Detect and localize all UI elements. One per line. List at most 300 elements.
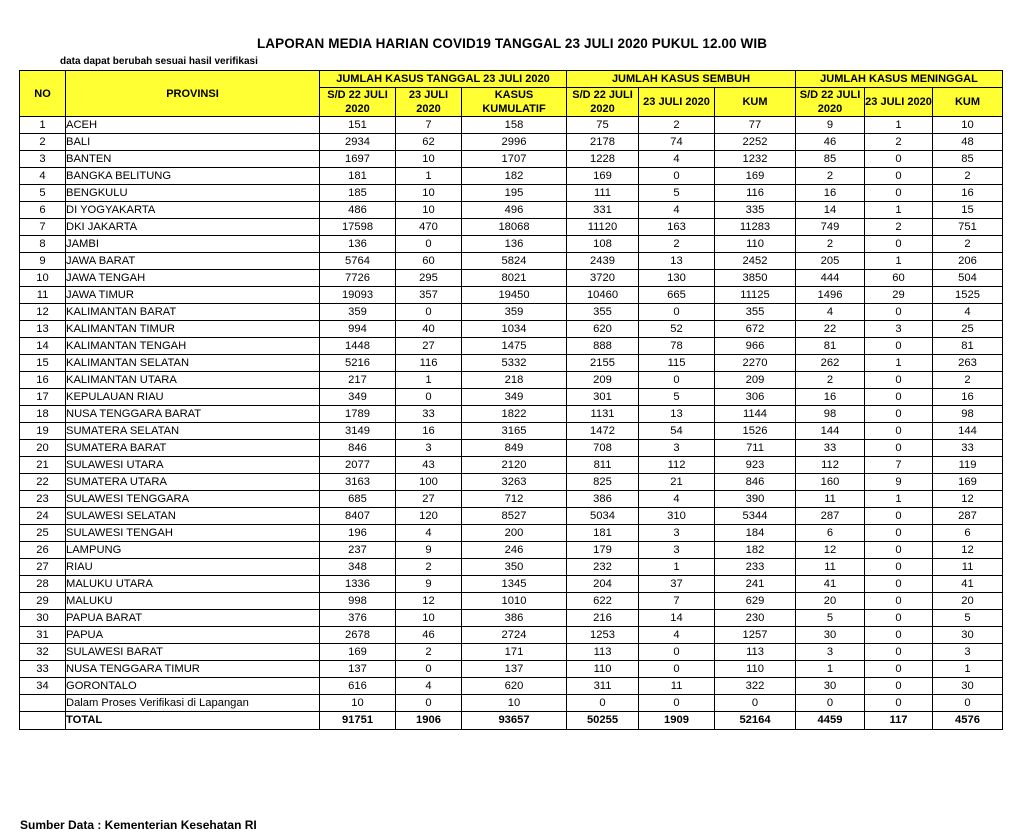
row-sembuh-sd22: 10460 bbox=[567, 287, 639, 304]
row-meninggal-kum: 11 bbox=[933, 559, 1003, 576]
row-meninggal-kum: 81 bbox=[933, 338, 1003, 355]
row-sembuh-kum: 116 bbox=[715, 185, 796, 202]
row-provinsi: SULAWESI TENGAH bbox=[66, 525, 320, 542]
row-kasus-sd22: 616 bbox=[320, 678, 396, 695]
row-meninggal-23: 2 bbox=[865, 134, 933, 151]
row-sembuh-kum: 629 bbox=[715, 593, 796, 610]
row-kasus-sd22: 196 bbox=[320, 525, 396, 542]
row-kasus-23: 2 bbox=[396, 559, 462, 576]
row-kasus-kumulatif: 2996 bbox=[462, 134, 567, 151]
row-meninggal-sd22: 30 bbox=[796, 627, 865, 644]
row-kasus-sd22: 486 bbox=[320, 202, 396, 219]
row-meninggal-sd22: 11 bbox=[796, 491, 865, 508]
row-meninggal-kum: 504 bbox=[933, 270, 1003, 287]
row-meninggal-kum: 6 bbox=[933, 525, 1003, 542]
row-kasus-23: 0 bbox=[396, 661, 462, 678]
table-row bbox=[20, 491, 1003, 508]
row-no: 19 bbox=[20, 423, 66, 440]
row-provinsi: SULAWESI TENGGARA bbox=[66, 491, 320, 508]
row-sembuh-sd22: 232 bbox=[567, 559, 639, 576]
table-row bbox=[20, 202, 1003, 219]
row-sembuh-kum: 2252 bbox=[715, 134, 796, 151]
row-provinsi: RIAU bbox=[66, 559, 320, 576]
table-row bbox=[20, 134, 1003, 151]
header-no: NO bbox=[20, 71, 66, 117]
row-sembuh-23: 74 bbox=[639, 134, 715, 151]
row-sembuh-sd22: 811 bbox=[567, 457, 639, 474]
row-no: 2 bbox=[20, 134, 66, 151]
row-sembuh-23: 4 bbox=[639, 202, 715, 219]
row-provinsi: KALIMANTAN TENGAH bbox=[66, 338, 320, 355]
row-sembuh-sd22: 620 bbox=[567, 321, 639, 338]
row-sembuh-kum: 1526 bbox=[715, 423, 796, 440]
row-kasus-23: 43 bbox=[396, 457, 462, 474]
row-meninggal-kum: 2 bbox=[933, 372, 1003, 389]
row-meninggal-kum: 263 bbox=[933, 355, 1003, 372]
row-kasus-23: 27 bbox=[396, 491, 462, 508]
row-meninggal-23: 0 bbox=[865, 406, 933, 423]
row-meninggal-kum: 169 bbox=[933, 474, 1003, 491]
row-provinsi: NUSA TENGGARA BARAT bbox=[66, 406, 320, 423]
row-meninggal-kum: 16 bbox=[933, 389, 1003, 406]
row-kasus-kumulatif: 1475 bbox=[462, 338, 567, 355]
row-meninggal-sd22: 33 bbox=[796, 440, 865, 457]
table-row bbox=[20, 117, 1003, 134]
row-meninggal-kum: 206 bbox=[933, 253, 1003, 270]
row-sembuh-23: 54 bbox=[639, 423, 715, 440]
row-meninggal-sd22: 287 bbox=[796, 508, 865, 525]
row-kasus-kumulatif: 1010 bbox=[462, 593, 567, 610]
row-provinsi: KALIMANTAN UTARA bbox=[66, 372, 320, 389]
header-kasus-sd22: S/D 22 JULI 2020 bbox=[320, 88, 396, 117]
row-meninggal-sd22: 12 bbox=[796, 542, 865, 559]
row-sembuh-23: 4 bbox=[639, 491, 715, 508]
row-meninggal-kum: 2 bbox=[933, 168, 1003, 185]
row-sembuh-23: 112 bbox=[639, 457, 715, 474]
total-kasus-kumulatif: 93657 bbox=[462, 712, 567, 730]
row-kasus-23: 116 bbox=[396, 355, 462, 372]
header-jumlah-sembuh: JUMLAH KASUS SEMBUH bbox=[567, 71, 796, 88]
row-sembuh-sd22: 386 bbox=[567, 491, 639, 508]
row-sembuh-23: 2 bbox=[639, 117, 715, 134]
row-sembuh-sd22: 888 bbox=[567, 338, 639, 355]
row-provinsi: PAPUA bbox=[66, 627, 320, 644]
total-meninggal-kum: 4576 bbox=[933, 712, 1003, 730]
row-sembuh-kum: 1232 bbox=[715, 151, 796, 168]
row-meninggal-sd22: 3 bbox=[796, 644, 865, 661]
row-sembuh-23: 665 bbox=[639, 287, 715, 304]
row-sembuh-sd22: 2155 bbox=[567, 355, 639, 372]
row-meninggal-23: 0 bbox=[865, 168, 933, 185]
row-sembuh-kum: 306 bbox=[715, 389, 796, 406]
row-sembuh-kum: 966 bbox=[715, 338, 796, 355]
row-kasus-sd22: 7726 bbox=[320, 270, 396, 287]
row-sembuh-kum: 335 bbox=[715, 202, 796, 219]
total-sembuh-kum: 52164 bbox=[715, 712, 796, 730]
row-kasus-sd22: 685 bbox=[320, 491, 396, 508]
row-no: 26 bbox=[20, 542, 66, 559]
table-row bbox=[20, 474, 1003, 491]
row-kasus-kumulatif: 359 bbox=[462, 304, 567, 321]
row-provinsi: JAWA TENGAH bbox=[66, 270, 320, 287]
row-meninggal-sd22: 749 bbox=[796, 219, 865, 236]
row-meninggal-kum: 119 bbox=[933, 457, 1003, 474]
row-kasus-23: 295 bbox=[396, 270, 462, 287]
row-kasus-sd22: 3149 bbox=[320, 423, 396, 440]
row-sembuh-kum: 184 bbox=[715, 525, 796, 542]
row-meninggal-23: 1 bbox=[865, 491, 933, 508]
row-meninggal-23: 0 bbox=[865, 372, 933, 389]
row-meninggal-kum: 15 bbox=[933, 202, 1003, 219]
row-kasus-sd22: 2678 bbox=[320, 627, 396, 644]
table-row bbox=[20, 457, 1003, 474]
row-meninggal-kum: 25 bbox=[933, 321, 1003, 338]
row-meninggal-kum: 20 bbox=[933, 593, 1003, 610]
row-meninggal-sd22: 4 bbox=[796, 304, 865, 321]
row-kasus-sd22: 10 bbox=[320, 695, 396, 712]
row-kasus-sd22: 137 bbox=[320, 661, 396, 678]
row-meninggal-sd22: 112 bbox=[796, 457, 865, 474]
row-kasus-sd22: 169 bbox=[320, 644, 396, 661]
row-meninggal-23: 0 bbox=[865, 678, 933, 695]
row-meninggal-23: 0 bbox=[865, 525, 933, 542]
table-row bbox=[20, 610, 1003, 627]
row-kasus-sd22: 998 bbox=[320, 593, 396, 610]
row-sembuh-23: 5 bbox=[639, 389, 715, 406]
table-row bbox=[20, 593, 1003, 610]
data-source: Sumber Data : Kementerian Kesehatan RI bbox=[20, 818, 257, 832]
row-meninggal-23: 0 bbox=[865, 508, 933, 525]
row-no: 17 bbox=[20, 389, 66, 406]
row-sembuh-sd22: 1131 bbox=[567, 406, 639, 423]
row-kasus-23: 40 bbox=[396, 321, 462, 338]
row-kasus-sd22: 349 bbox=[320, 389, 396, 406]
table-row bbox=[20, 321, 1003, 338]
row-sembuh-kum: 209 bbox=[715, 372, 796, 389]
row-kasus-sd22: 217 bbox=[320, 372, 396, 389]
row-meninggal-23: 0 bbox=[865, 440, 933, 457]
table-row bbox=[20, 508, 1003, 525]
row-meninggal-sd22: 81 bbox=[796, 338, 865, 355]
row-sembuh-sd22: 181 bbox=[567, 525, 639, 542]
row-no: 3 bbox=[20, 151, 66, 168]
row-kasus-sd22: 5764 bbox=[320, 253, 396, 270]
row-meninggal-23: 0 bbox=[865, 542, 933, 559]
row-provinsi: SUMATERA BARAT bbox=[66, 440, 320, 457]
row-provinsi: JAWA TIMUR bbox=[66, 287, 320, 304]
row-kasus-sd22: 17598 bbox=[320, 219, 396, 236]
row-sembuh-23: 4 bbox=[639, 627, 715, 644]
row-kasus-sd22: 151 bbox=[320, 117, 396, 134]
table-row bbox=[20, 678, 1003, 695]
row-sembuh-sd22: 179 bbox=[567, 542, 639, 559]
row-kasus-23: 0 bbox=[396, 389, 462, 406]
row-kasus-kumulatif: 2724 bbox=[462, 627, 567, 644]
row-meninggal-kum: 3 bbox=[933, 644, 1003, 661]
row-kasus-sd22: 136 bbox=[320, 236, 396, 253]
row-kasus-23: 27 bbox=[396, 338, 462, 355]
row-kasus-kumulatif: 19450 bbox=[462, 287, 567, 304]
row-kasus-sd22: 2077 bbox=[320, 457, 396, 474]
row-meninggal-sd22: 2 bbox=[796, 372, 865, 389]
row-kasus-23: 470 bbox=[396, 219, 462, 236]
row-kasus-kumulatif: 386 bbox=[462, 610, 567, 627]
row-kasus-23: 1 bbox=[396, 168, 462, 185]
row-sembuh-kum: 113 bbox=[715, 644, 796, 661]
row-kasus-sd22: 2934 bbox=[320, 134, 396, 151]
row-meninggal-23: 7 bbox=[865, 457, 933, 474]
row-sembuh-kum: 77 bbox=[715, 117, 796, 134]
total-meninggal-sd22: 4459 bbox=[796, 712, 865, 730]
table-row bbox=[20, 185, 1003, 202]
row-meninggal-23: 0 bbox=[865, 593, 933, 610]
row-provinsi: KALIMANTAN TIMUR bbox=[66, 321, 320, 338]
row-provinsi: SUMATERA UTARA bbox=[66, 474, 320, 491]
row-kasus-kumulatif: 246 bbox=[462, 542, 567, 559]
row-sembuh-sd22: 301 bbox=[567, 389, 639, 406]
row-sembuh-sd22: 622 bbox=[567, 593, 639, 610]
row-meninggal-sd22: 1 bbox=[796, 661, 865, 678]
row-sembuh-23: 115 bbox=[639, 355, 715, 372]
row-meninggal-sd22: 2 bbox=[796, 168, 865, 185]
row-kasus-kumulatif: 158 bbox=[462, 117, 567, 134]
row-sembuh-sd22: 825 bbox=[567, 474, 639, 491]
row-kasus-23: 10 bbox=[396, 610, 462, 627]
row-meninggal-kum: 1 bbox=[933, 661, 1003, 678]
row-kasus-23: 16 bbox=[396, 423, 462, 440]
row-sembuh-kum: 923 bbox=[715, 457, 796, 474]
row-kasus-sd22: 1789 bbox=[320, 406, 396, 423]
header-meninggal-kum: KUM bbox=[933, 88, 1003, 117]
header-sembuh-kum: KUM bbox=[715, 88, 796, 117]
total-kasus-sd22: 91751 bbox=[320, 712, 396, 730]
row-sembuh-sd22: 311 bbox=[567, 678, 639, 695]
row-kasus-sd22: 3163 bbox=[320, 474, 396, 491]
row-meninggal-23: 60 bbox=[865, 270, 933, 287]
row-meninggal-sd22: 144 bbox=[796, 423, 865, 440]
row-kasus-kumulatif: 218 bbox=[462, 372, 567, 389]
row-kasus-23: 62 bbox=[396, 134, 462, 151]
row-no: 11 bbox=[20, 287, 66, 304]
header-sembuh-sd22: S/D 22 JULI 2020 bbox=[567, 88, 639, 117]
row-sembuh-23: 0 bbox=[639, 695, 715, 712]
covid-report-table bbox=[19, 70, 1003, 730]
row-sembuh-sd22: 3720 bbox=[567, 270, 639, 287]
row-sembuh-sd22: 2439 bbox=[567, 253, 639, 270]
row-no: 33 bbox=[20, 661, 66, 678]
row-sembuh-23: 21 bbox=[639, 474, 715, 491]
row-kasus-kumulatif: 1707 bbox=[462, 151, 567, 168]
table-row bbox=[20, 695, 1003, 712]
report-title: LAPORAN MEDIA HARIAN COVID19 TANGGAL 23 JULI 2020 PUKUL 12.00 WIB bbox=[256, 36, 768, 51]
row-no: 23 bbox=[20, 491, 66, 508]
row-kasus-kumulatif: 349 bbox=[462, 389, 567, 406]
row-kasus-sd22: 181 bbox=[320, 168, 396, 185]
table-row bbox=[20, 304, 1003, 321]
row-kasus-23: 0 bbox=[396, 695, 462, 712]
row-sembuh-sd22: 2178 bbox=[567, 134, 639, 151]
row-provinsi: NUSA TENGGARA TIMUR bbox=[66, 661, 320, 678]
row-sembuh-sd22: 108 bbox=[567, 236, 639, 253]
header-provinsi: PROVINSI bbox=[66, 71, 320, 117]
row-no: 34 bbox=[20, 678, 66, 695]
row-sembuh-23: 0 bbox=[639, 644, 715, 661]
row-kasus-sd22: 994 bbox=[320, 321, 396, 338]
row-provinsi: BALI bbox=[66, 134, 320, 151]
row-meninggal-23: 0 bbox=[865, 389, 933, 406]
row-no: 9 bbox=[20, 253, 66, 270]
table-row bbox=[20, 338, 1003, 355]
row-provinsi: KEPULAUAN RIAU bbox=[66, 389, 320, 406]
row-sembuh-kum: 322 bbox=[715, 678, 796, 695]
row-meninggal-sd22: 160 bbox=[796, 474, 865, 491]
row-kasus-kumulatif: 137 bbox=[462, 661, 567, 678]
row-sembuh-sd22: 209 bbox=[567, 372, 639, 389]
row-sembuh-sd22: 169 bbox=[567, 168, 639, 185]
row-meninggal-kum: 12 bbox=[933, 542, 1003, 559]
row-no: 16 bbox=[20, 372, 66, 389]
row-meninggal-sd22: 30 bbox=[796, 678, 865, 695]
row-sembuh-23: 7 bbox=[639, 593, 715, 610]
row-provinsi: DKI JAKARTA bbox=[66, 219, 320, 236]
row-sembuh-kum: 110 bbox=[715, 236, 796, 253]
total-label: TOTAL bbox=[66, 712, 320, 730]
row-sembuh-kum: 230 bbox=[715, 610, 796, 627]
row-provinsi: GORONTALO bbox=[66, 678, 320, 695]
row-meninggal-sd22: 2 bbox=[796, 236, 865, 253]
row-meninggal-23: 3 bbox=[865, 321, 933, 338]
row-kasus-kumulatif: 136 bbox=[462, 236, 567, 253]
table-row bbox=[20, 627, 1003, 644]
total-kasus-23: 1906 bbox=[396, 712, 462, 730]
row-sembuh-kum: 11125 bbox=[715, 287, 796, 304]
row-sembuh-23: 163 bbox=[639, 219, 715, 236]
row-meninggal-23: 0 bbox=[865, 610, 933, 627]
table-row bbox=[20, 576, 1003, 593]
row-meninggal-sd22: 20 bbox=[796, 593, 865, 610]
header-meninggal-23: 23 JULI 2020 bbox=[865, 88, 933, 117]
row-meninggal-sd22: 205 bbox=[796, 253, 865, 270]
row-sembuh-23: 14 bbox=[639, 610, 715, 627]
row-kasus-23: 1 bbox=[396, 372, 462, 389]
table-row bbox=[20, 270, 1003, 287]
row-meninggal-23: 0 bbox=[865, 559, 933, 576]
row-kasus-sd22: 359 bbox=[320, 304, 396, 321]
table-row bbox=[20, 440, 1003, 457]
table-row bbox=[20, 287, 1003, 304]
row-sembuh-23: 4 bbox=[639, 151, 715, 168]
row-sembuh-23: 3 bbox=[639, 525, 715, 542]
header-sembuh-23: 23 JULI 2020 bbox=[639, 88, 715, 117]
row-sembuh-23: 11 bbox=[639, 678, 715, 695]
row-sembuh-kum: 169 bbox=[715, 168, 796, 185]
table-row bbox=[20, 372, 1003, 389]
row-meninggal-kum: 4 bbox=[933, 304, 1003, 321]
row-kasus-23: 10 bbox=[396, 202, 462, 219]
header-jumlah-meninggal: JUMLAH KASUS MENINGGAL bbox=[796, 71, 1003, 88]
row-sembuh-23: 1 bbox=[639, 559, 715, 576]
row-meninggal-kum: 2 bbox=[933, 236, 1003, 253]
row-kasus-sd22: 185 bbox=[320, 185, 396, 202]
row-sembuh-23: 3 bbox=[639, 440, 715, 457]
row-meninggal-23: 0 bbox=[865, 185, 933, 202]
row-sembuh-kum: 2270 bbox=[715, 355, 796, 372]
row-sembuh-23: 37 bbox=[639, 576, 715, 593]
table-row bbox=[20, 525, 1003, 542]
row-no: 7 bbox=[20, 219, 66, 236]
row-sembuh-kum: 1257 bbox=[715, 627, 796, 644]
row-meninggal-sd22: 1496 bbox=[796, 287, 865, 304]
row-no: 30 bbox=[20, 610, 66, 627]
row-sembuh-sd22: 5034 bbox=[567, 508, 639, 525]
row-sembuh-23: 310 bbox=[639, 508, 715, 525]
row-meninggal-kum: 10 bbox=[933, 117, 1003, 134]
row-kasus-kumulatif: 200 bbox=[462, 525, 567, 542]
table-row bbox=[20, 168, 1003, 185]
row-meninggal-kum: 1525 bbox=[933, 287, 1003, 304]
row-kasus-23: 10 bbox=[396, 151, 462, 168]
row-sembuh-23: 13 bbox=[639, 406, 715, 423]
total-row bbox=[20, 712, 1003, 730]
row-provinsi: BANGKA BELITUNG bbox=[66, 168, 320, 185]
row-no: 31 bbox=[20, 627, 66, 644]
row-kasus-kumulatif: 496 bbox=[462, 202, 567, 219]
total-meninggal-23: 117 bbox=[865, 712, 933, 730]
row-meninggal-kum: 16 bbox=[933, 185, 1003, 202]
row-kasus-kumulatif: 3263 bbox=[462, 474, 567, 491]
row-no: 4 bbox=[20, 168, 66, 185]
row-sembuh-23: 78 bbox=[639, 338, 715, 355]
row-provinsi: PAPUA BARAT bbox=[66, 610, 320, 627]
row-provinsi: BENGKULU bbox=[66, 185, 320, 202]
row-kasus-23: 4 bbox=[396, 678, 462, 695]
row-kasus-23: 12 bbox=[396, 593, 462, 610]
table-row bbox=[20, 219, 1003, 236]
row-sembuh-kum: 390 bbox=[715, 491, 796, 508]
row-meninggal-23: 9 bbox=[865, 474, 933, 491]
table-row bbox=[20, 559, 1003, 576]
row-kasus-23: 7 bbox=[396, 117, 462, 134]
row-meninggal-23: 0 bbox=[865, 661, 933, 678]
table-row bbox=[20, 151, 1003, 168]
row-sembuh-23: 0 bbox=[639, 661, 715, 678]
table-row bbox=[20, 423, 1003, 440]
row-provinsi: SULAWESI BARAT bbox=[66, 644, 320, 661]
row-meninggal-sd22: 6 bbox=[796, 525, 865, 542]
row-no bbox=[20, 695, 66, 712]
row-sembuh-sd22: 708 bbox=[567, 440, 639, 457]
row-kasus-sd22: 5216 bbox=[320, 355, 396, 372]
row-sembuh-kum: 0 bbox=[715, 695, 796, 712]
row-sembuh-kum: 1144 bbox=[715, 406, 796, 423]
row-sembuh-23: 0 bbox=[639, 372, 715, 389]
row-sembuh-sd22: 113 bbox=[567, 644, 639, 661]
row-meninggal-23: 0 bbox=[865, 627, 933, 644]
row-sembuh-sd22: 0 bbox=[567, 695, 639, 712]
row-provinsi: MALUKU UTARA bbox=[66, 576, 320, 593]
total-sembuh-sd22: 50255 bbox=[567, 712, 639, 730]
row-kasus-23: 0 bbox=[396, 304, 462, 321]
row-provinsi: ACEH bbox=[66, 117, 320, 134]
row-sembuh-23: 13 bbox=[639, 253, 715, 270]
row-meninggal-sd22: 16 bbox=[796, 389, 865, 406]
row-kasus-23: 10 bbox=[396, 185, 462, 202]
row-no: 20 bbox=[20, 440, 66, 457]
row-sembuh-23: 52 bbox=[639, 321, 715, 338]
row-no: 32 bbox=[20, 644, 66, 661]
header-meninggal-sd22: S/D 22 JULI 2020 bbox=[796, 88, 865, 117]
row-kasus-kumulatif: 1345 bbox=[462, 576, 567, 593]
